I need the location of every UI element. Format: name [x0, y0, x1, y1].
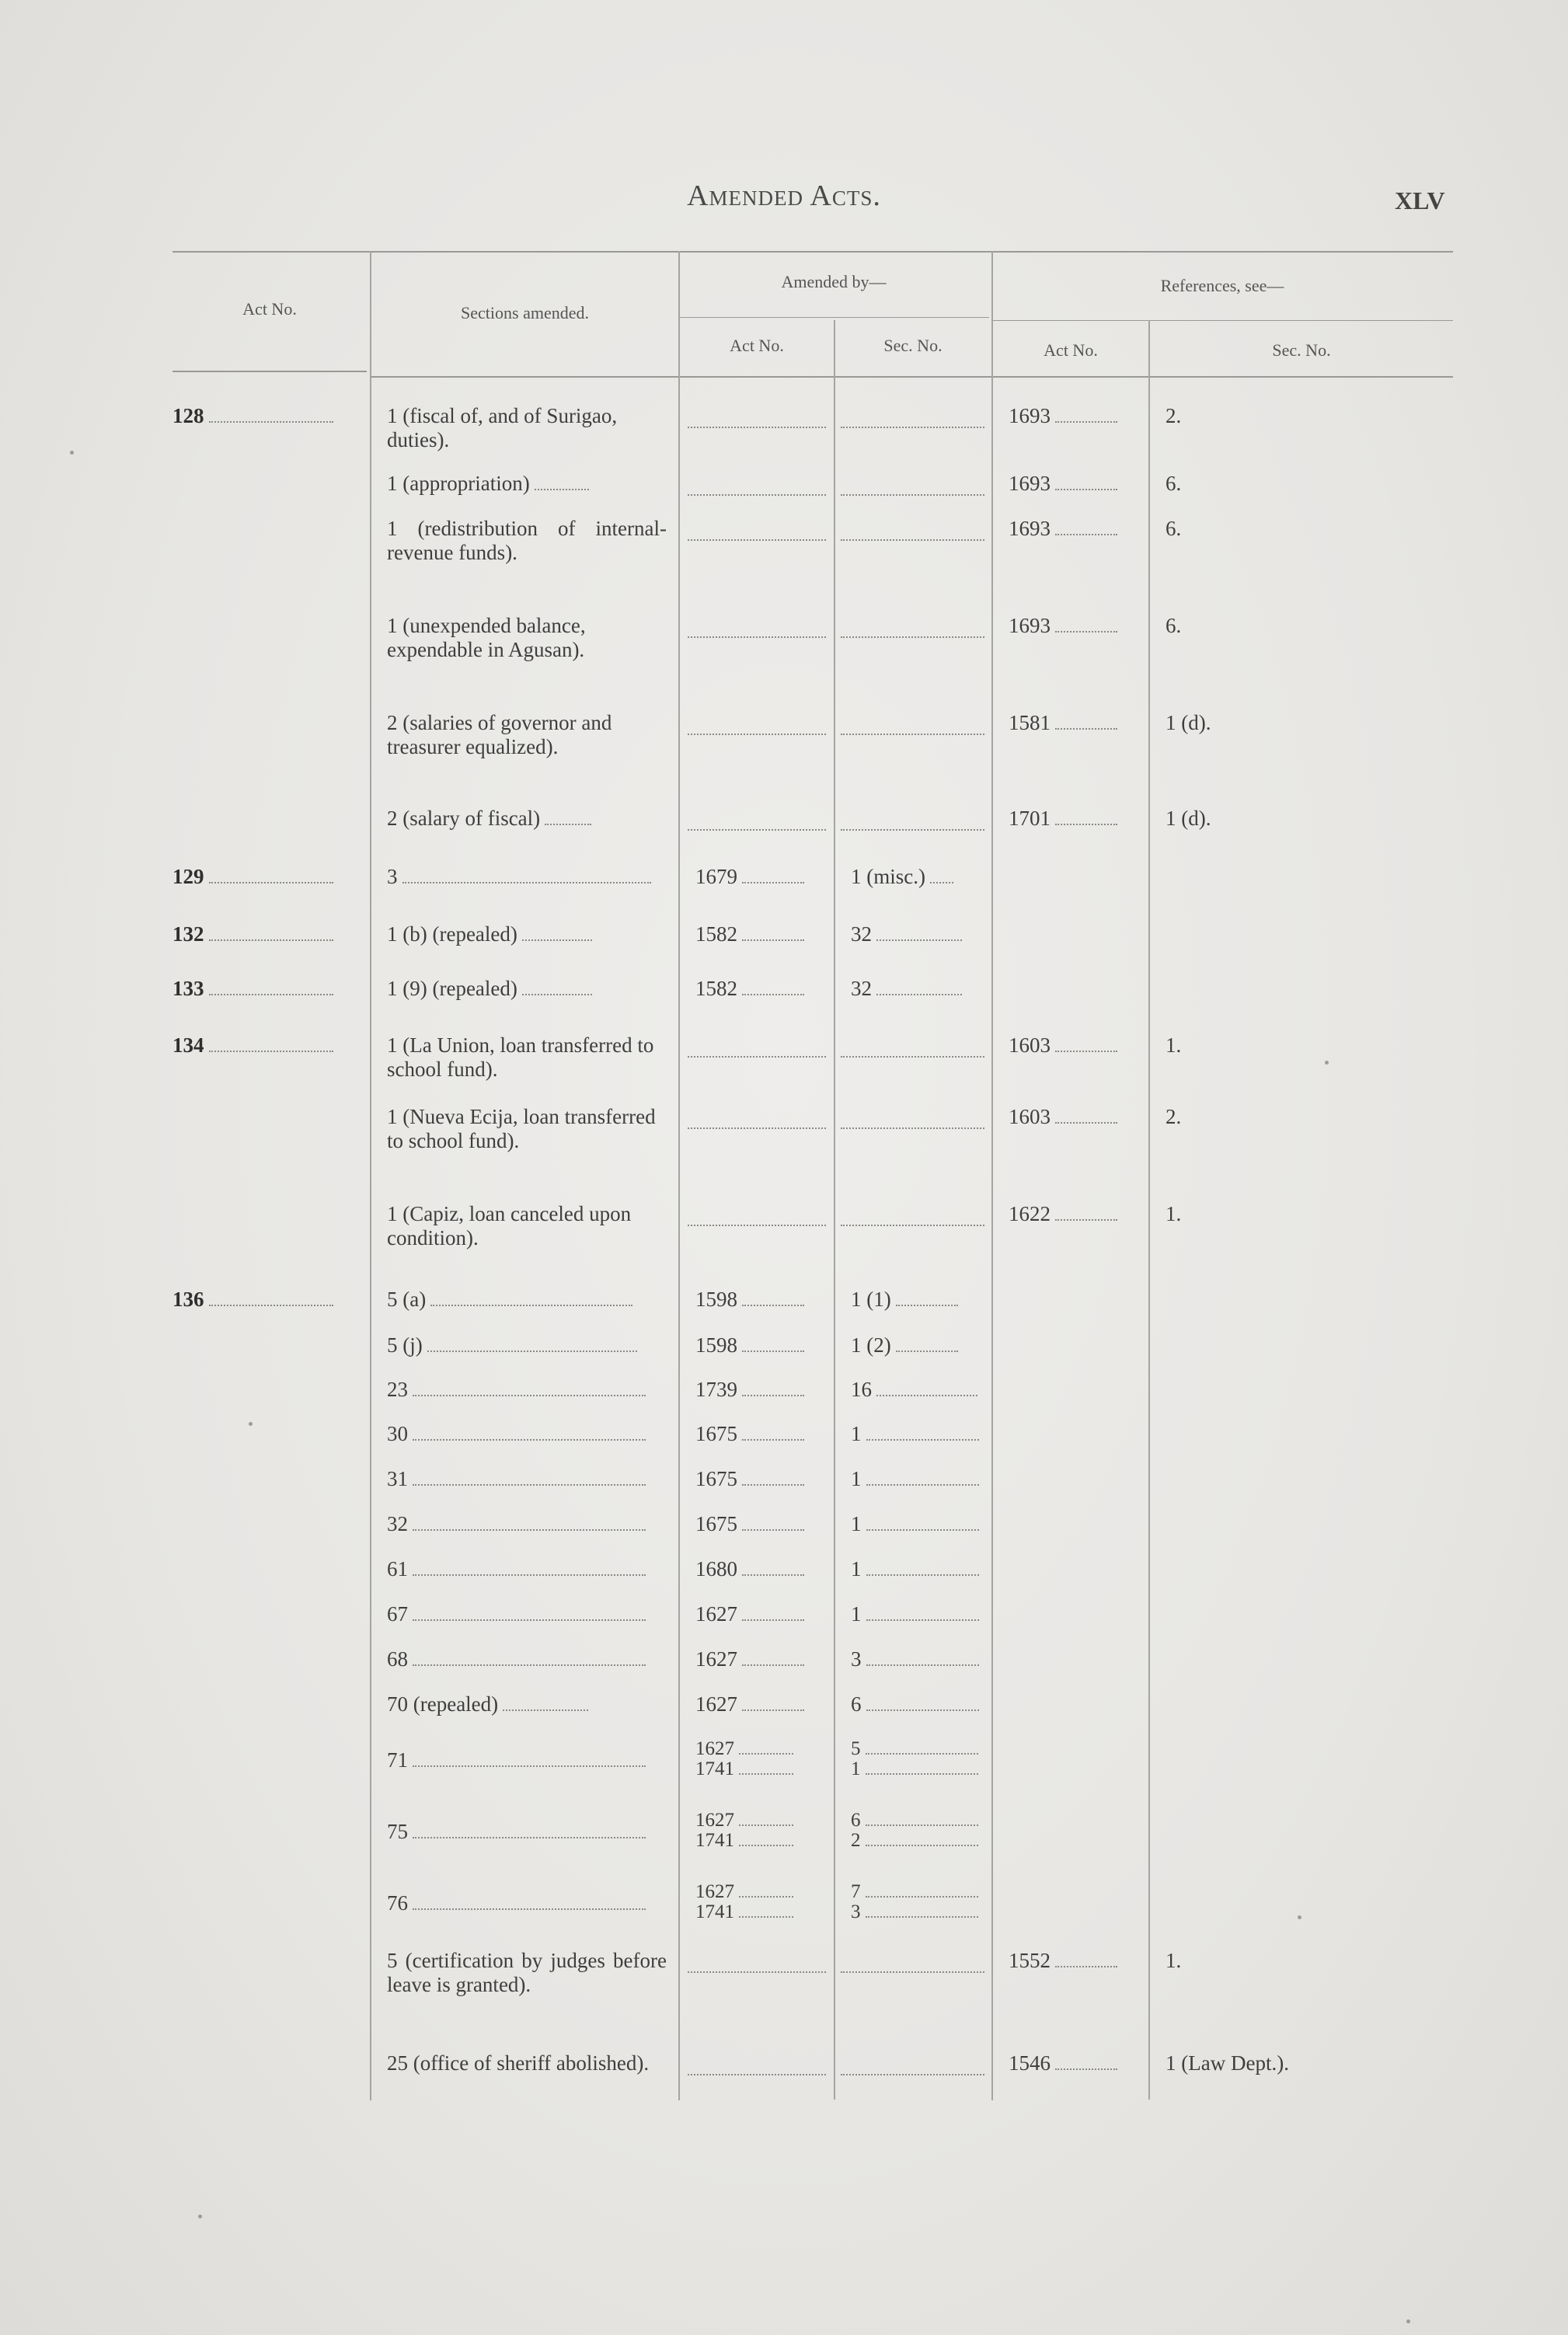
amended-act-number: 1741 [695, 1830, 734, 1851]
paper-speck [1325, 1061, 1329, 1065]
header-ref-act-no: Act No. [1044, 340, 1098, 360]
header-amended-sec-no: Sec. No. [883, 336, 943, 355]
ref-sec-number: 6. [1166, 472, 1182, 495]
section-text: 61 [387, 1557, 408, 1580]
header-act-no: Act No. [242, 299, 297, 319]
amended-act-number: 1741 [695, 1901, 734, 1922]
section-text: 25 (office of sheriff abolished). [387, 2051, 650, 2075]
amended-act-number: 1679 [695, 865, 737, 888]
section-text: 31 [387, 1467, 408, 1490]
ref-sec-number: 1 (d). [1166, 807, 1211, 830]
ref-sec-number: 1 (d). [1166, 711, 1211, 734]
ref-act-number: 1552 [1009, 1949, 1051, 1972]
ref-sec-number: 2. [1166, 404, 1182, 427]
amended-act-number: 1627 [695, 1692, 737, 1716]
header-sections-amended: Sections amended. [461, 303, 589, 322]
paper-speck [198, 2215, 202, 2218]
section-text: 1 (redistribution of internal-revenue funds). [387, 517, 667, 564]
ref-act-number: 1693 [1009, 404, 1051, 427]
table-top-rule [172, 251, 1453, 253]
act-number: 136 [172, 1288, 204, 1311]
section-text: 76 [387, 1891, 408, 1915]
paper-speck [1298, 1915, 1301, 1919]
amended-act-number: 1741 [695, 1758, 734, 1779]
section-text: 1 (9) (repealed) [387, 977, 517, 1000]
col-divider-1 [370, 251, 371, 2100]
amended-sec-number: 6 [851, 1692, 862, 1716]
act-number: 128 [172, 404, 204, 427]
ref-act-number: 1701 [1009, 807, 1051, 830]
section-text: 71 [387, 1748, 408, 1772]
amended-sec-number: 1 [851, 1602, 862, 1626]
amended-sec-number: 3 [851, 1901, 861, 1922]
amended-sec-number: 16 [851, 1378, 872, 1401]
section-text: 1 (unexpended balance, expendable in Agusan). [387, 614, 586, 661]
section-text: 1 (b) (repealed) [387, 922, 517, 946]
amended-act-number: 1598 [695, 1288, 737, 1311]
col-divider-4 [991, 251, 993, 2100]
amended-act-number: 1675 [695, 1512, 737, 1535]
ref-act-number: 1693 [1009, 517, 1051, 540]
running-head: Amended Acts. [687, 179, 881, 212]
amended-act-number: 1680 [695, 1557, 737, 1580]
section-text: 1 (La Union, loan transferred to school fund). [387, 1033, 654, 1081]
amended-act-number: 1675 [695, 1422, 737, 1445]
section-text: 70 (repealed) [387, 1692, 499, 1716]
ref-act-number: 1581 [1009, 711, 1051, 734]
amended-sec-number: 32 [851, 977, 872, 1000]
amended-act-number: 1627 [695, 1810, 734, 1831]
amended-sec-number: 7 [851, 1881, 861, 1902]
amended-sec-number: 1 [851, 1758, 861, 1779]
ref-act-number: 1693 [1009, 472, 1051, 495]
amended-by-underline [678, 317, 989, 318]
amended-sec-number: 1 [851, 1467, 862, 1490]
amended-act-number: 1582 [695, 977, 737, 1000]
col-divider-2 [678, 251, 680, 2100]
section-text: 2 (salary of fiscal) [387, 807, 541, 830]
ref-act-number: 1603 [1009, 1033, 1051, 1057]
amended-sec-number: 2 [851, 1830, 861, 1851]
paper-speck [70, 451, 74, 455]
section-text: 68 [387, 1647, 408, 1671]
ref-act-number: 1693 [1009, 614, 1051, 637]
ref-sec-number: 6. [1166, 517, 1182, 540]
section-text: 75 [387, 1820, 408, 1843]
act-number: 133 [172, 977, 204, 1000]
amended-act-number: 1627 [695, 1881, 734, 1902]
page-number: XLV [1395, 186, 1445, 214]
amended-act-number: 1582 [695, 922, 737, 946]
header-amended-act-no: Act No. [730, 336, 784, 355]
section-text: 5 (j) [387, 1333, 423, 1357]
amended-act-number: 1627 [695, 1602, 737, 1626]
amended-sec-number: 1 (1) [851, 1288, 891, 1311]
ref-sec-number: 6. [1166, 614, 1182, 637]
act-number: 129 [172, 865, 204, 888]
section-text: 1 (Capiz, loan canceled upon condition). [387, 1202, 632, 1249]
ref-act-number: 1546 [1009, 2051, 1051, 2075]
ref-act-number: 1603 [1009, 1105, 1051, 1128]
ref-sec-number: 1. [1166, 1949, 1182, 1972]
references-underline [991, 320, 1453, 321]
section-text: 23 [387, 1378, 408, 1401]
header-ref-sec-no: Sec. No. [1272, 340, 1331, 360]
paper-speck [1406, 2319, 1410, 2323]
amended-act-number: 1627 [695, 1647, 737, 1671]
section-text: 3 [387, 865, 398, 888]
amended-sec-number: 1 (misc.) [851, 865, 925, 888]
section-text: 2 (salaries of governor and treasurer equalized). [387, 711, 612, 758]
amended-act-number: 1675 [695, 1467, 737, 1490]
ref-sec-number: 1. [1166, 1202, 1182, 1225]
ref-sec-number: 1. [1166, 1033, 1182, 1057]
header-amended-by: Amended by— [781, 272, 887, 291]
header-bottom-rule [371, 376, 1453, 378]
section-text: 67 [387, 1602, 408, 1626]
act-number: 134 [172, 1033, 204, 1057]
section-text: 5 (certification by judges before leave is granted). [387, 1949, 667, 1996]
act-no-underline [172, 371, 367, 372]
amended-sec-number: 3 [851, 1647, 862, 1671]
amended-sec-number: 1 [851, 1422, 862, 1445]
amended-act-number: 1598 [695, 1333, 737, 1357]
amended-sec-number: 1 (2) [851, 1333, 891, 1357]
ref-sec-number: 1 (Law Dept.). [1166, 2051, 1289, 2075]
section-text: 1 (appropriation) [387, 472, 530, 495]
section-text: 1 (fiscal of, and of Surigao, duties). [387, 404, 618, 451]
section-text: 1 (Nueva Ecija, loan transferred to school fund). [387, 1105, 656, 1152]
col-divider-5 [1148, 320, 1150, 2100]
ref-sec-number: 2. [1166, 1105, 1182, 1128]
paper-speck [249, 1422, 253, 1426]
act-number: 132 [172, 922, 204, 946]
amended-sec-number: 1 [851, 1557, 862, 1580]
section-text: 32 [387, 1512, 408, 1535]
header-references: References, see— [1160, 276, 1284, 295]
amended-sec-number: 1 [851, 1512, 862, 1535]
amended-sec-number: 32 [851, 922, 872, 946]
amended-act-number: 1627 [695, 1738, 734, 1759]
amended-sec-number: 6 [851, 1810, 861, 1831]
ref-act-number: 1622 [1009, 1202, 1051, 1225]
section-text: 5 (a) [387, 1288, 427, 1311]
amended-act-number: 1739 [695, 1378, 737, 1401]
section-text: 30 [387, 1422, 408, 1445]
amended-sec-number: 5 [851, 1738, 861, 1759]
